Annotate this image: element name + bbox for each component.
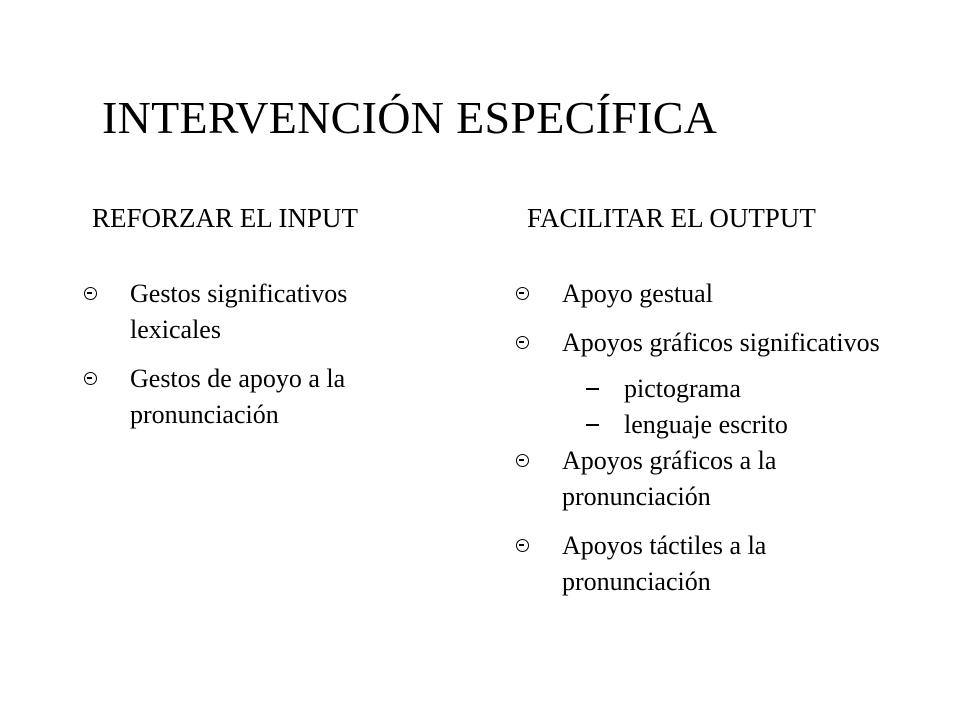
list-item <box>80 361 420 433</box>
list-item <box>512 276 892 312</box>
list-item <box>80 276 420 348</box>
list-item-text: Gestos significativos lexicales <box>130 279 348 344</box>
slide-title: INTERVENCIÓN ESPECÍFICA <box>102 92 718 143</box>
circle-bullet-icon <box>516 539 529 552</box>
sub-list-item <box>562 371 892 407</box>
circle-bullet-icon <box>84 372 97 385</box>
right-bullet-list <box>512 276 892 600</box>
left-bullet-list <box>80 276 420 433</box>
right-column-header: FACILITAR EL OUTPUT <box>527 203 816 233</box>
sub-list-item-text: pictograma <box>624 374 741 403</box>
list-item <box>512 528 892 600</box>
list-item-text: Apoyos gráficos significativos <box>562 328 880 357</box>
dash-icon <box>586 424 599 426</box>
circle-bullet-icon <box>516 336 529 349</box>
circle-bullet-icon <box>84 287 97 300</box>
dash-icon <box>586 388 599 390</box>
sub-list <box>562 371 892 443</box>
circle-bullet-icon <box>516 287 529 300</box>
list-item-text: Apoyos táctiles a la pronunciación <box>562 531 767 596</box>
sub-list-item-text: lenguaje escrito <box>624 410 788 439</box>
sub-list-item <box>562 407 892 443</box>
list-item-text: Apoyo gestual <box>562 279 713 308</box>
left-column-header: REFORZAR EL INPUT <box>92 203 359 233</box>
circle-bullet-icon <box>516 454 529 467</box>
list-item-text: Gestos de apoyo a la pronunciación <box>130 364 346 429</box>
list-item <box>512 325 892 443</box>
list-item <box>512 443 892 515</box>
list-item-text: Apoyos gráficos a la pronunciación <box>562 446 777 511</box>
